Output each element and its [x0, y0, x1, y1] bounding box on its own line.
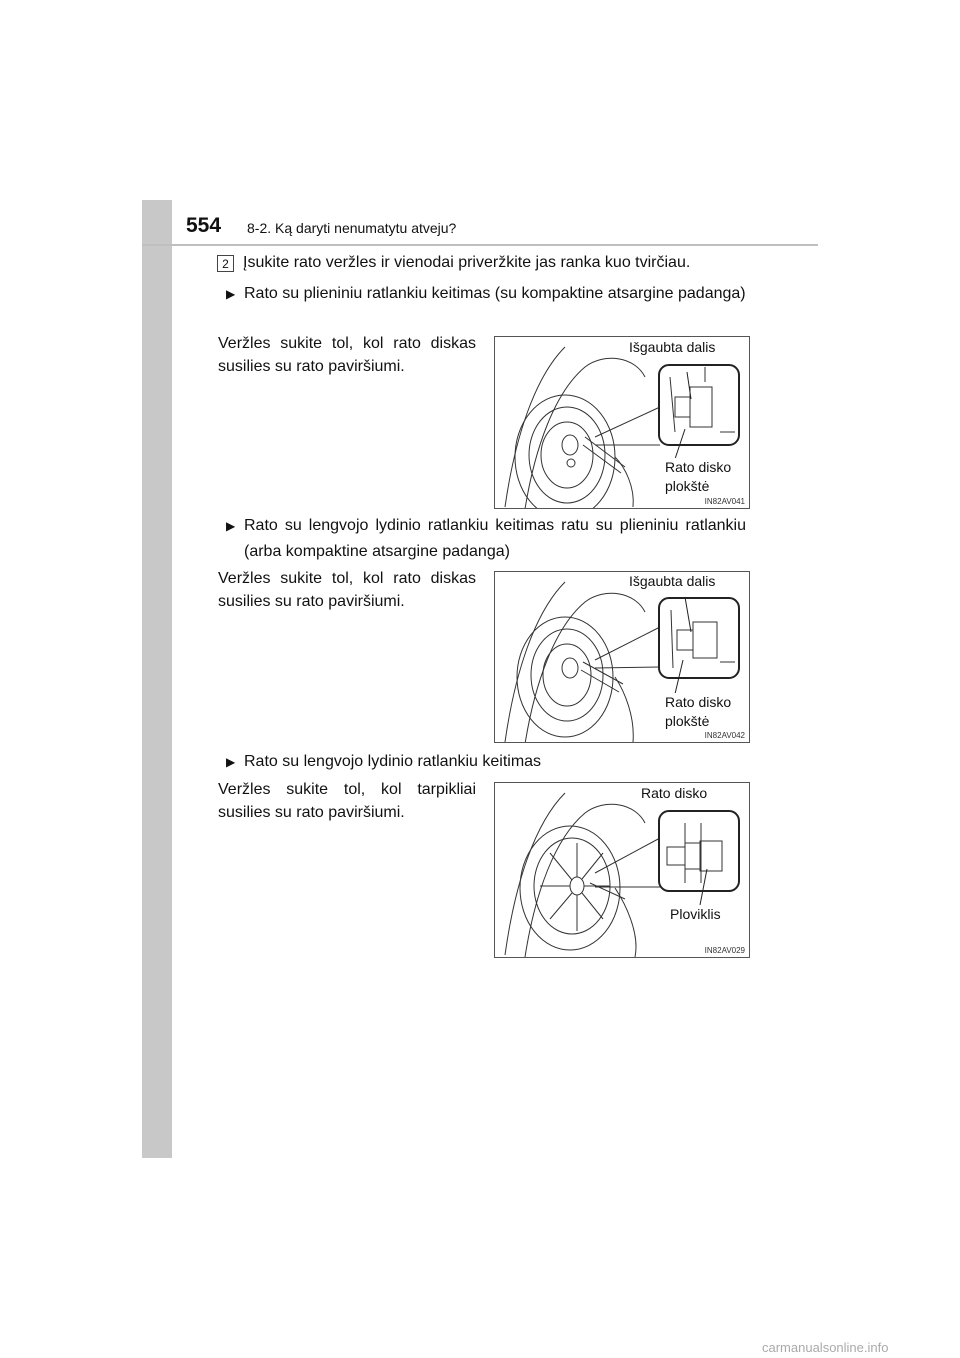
figure-label-bottom: Rato disko plokštė [665, 458, 745, 496]
header-divider [142, 244, 818, 246]
figure-steel-wheel [494, 336, 750, 509]
bullet-text: Rato su lengvojo lydinio ratlankiu keitimas ratu su plieniniu ratlankiu (arba kompaktine atsargine padanga) [244, 517, 746, 560]
step-number: 2 [217, 255, 234, 272]
figure-label-top: Išgaubta dalis [629, 573, 716, 589]
body-text: Veržles sukite tol, kol rato diskas susilies su rato paviršiumi. [218, 335, 476, 375]
figure-label-bottom: Rato disko plokštė [665, 693, 745, 731]
figure-alloy-to-steel [494, 571, 750, 743]
body-text: Veržles sukite tol, kol tarpikliai susilies su rato paviršiumi. [218, 781, 476, 821]
section-title: 8-2. Ką daryti nenumatytu atveju? [247, 220, 457, 236]
bullet-arrow-icon: ▶ [226, 755, 236, 769]
figure-label-top: Išgaubta dalis [629, 339, 716, 355]
bullet-steel-wheel [226, 281, 746, 307]
figure-code: IN82AV042 [704, 731, 745, 740]
bullet-arrow-icon: ▶ [226, 519, 236, 533]
page-number: 554 [186, 214, 222, 237]
figure-code: IN82AV029 [704, 946, 745, 955]
bullet-alloy-to-steel [226, 513, 746, 565]
margin-bar [142, 200, 172, 1158]
watermark: carmanualsonline.info [762, 1340, 889, 1355]
bullet-alloy-wheel [226, 749, 746, 775]
figure-code: IN82AV041 [704, 497, 745, 506]
body-text: Veržles sukite tol, kol rato diskas susilies su rato paviršiumi. [218, 570, 476, 610]
figure-label-bottom: Ploviklis [670, 906, 721, 922]
figure-label-top: Rato disko [641, 785, 708, 801]
bullet-text: Rato su plieniniu ratlankiu keitimas (su kompaktine atsargine padanga) [244, 285, 746, 302]
figure-alloy-wheel [494, 782, 750, 958]
bullet-arrow-icon: ▶ [226, 287, 236, 301]
step-text: Įsukite rato veržles ir vienodai priveržkite jas ranka kuo tvirčiau. [243, 254, 691, 271]
wheel-illustration [495, 783, 750, 958]
bullet-text: Rato su lengvojo lydinio ratlankiu keitimas [244, 753, 542, 770]
